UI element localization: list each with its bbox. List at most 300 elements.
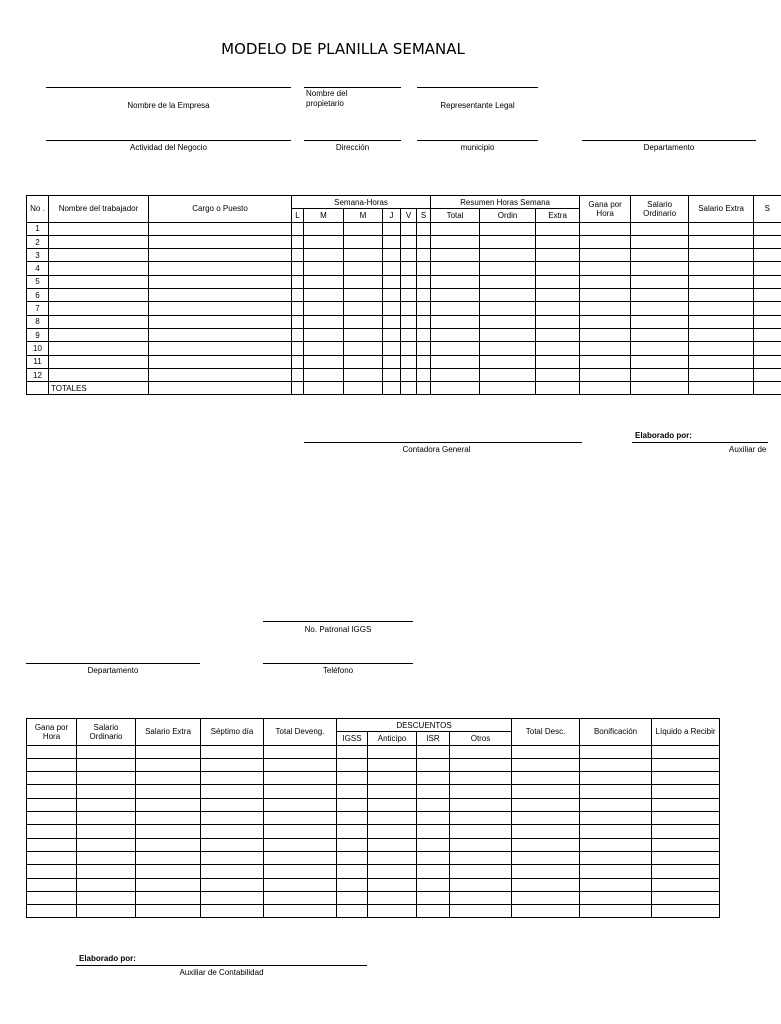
table-cell [77, 745, 136, 758]
table-cell [368, 891, 417, 904]
table-cell [450, 798, 512, 811]
table-cell [49, 275, 149, 288]
table-cell [136, 785, 201, 798]
table-cell [292, 315, 304, 328]
table-cell [652, 825, 720, 838]
table-cell [49, 302, 149, 315]
table-cell [401, 355, 417, 368]
table-cell [201, 838, 264, 851]
table-cell [49, 315, 149, 328]
table-cell [368, 905, 417, 918]
table-cell [77, 851, 136, 864]
elaborado-label-2: Elaborado por: [79, 954, 136, 963]
resumen-total: Total [431, 209, 480, 222]
table-row [27, 262, 781, 275]
table-cell [368, 745, 417, 758]
table-cell [27, 798, 77, 811]
table-cell [417, 758, 450, 771]
table-cell [201, 798, 264, 811]
table-cell [136, 825, 201, 838]
table-cell [49, 368, 149, 381]
table-cell [689, 302, 754, 315]
table-cell [264, 905, 337, 918]
table-cell [450, 812, 512, 825]
table-cell [652, 891, 720, 904]
table-cell [201, 825, 264, 838]
table-cell [689, 289, 754, 302]
desc-anticipo: Anticipo [368, 732, 417, 745]
col-cut: S [754, 196, 781, 223]
table-cell [49, 262, 149, 275]
table-cell [368, 865, 417, 878]
table-cell [580, 382, 631, 395]
representante-line [417, 87, 538, 88]
table-cell [136, 891, 201, 904]
table-cell [149, 382, 292, 395]
departamento2-label: Departamento [87, 666, 139, 675]
table-cell [304, 289, 344, 302]
table-cell [431, 302, 480, 315]
contadora-line [304, 442, 582, 443]
table-cell [344, 235, 383, 248]
table-cell [136, 745, 201, 758]
table-cell [337, 905, 368, 918]
table-cell [417, 262, 431, 275]
contadora-label: Contadora General [402, 445, 471, 454]
table-row [27, 798, 720, 811]
table-cell [536, 382, 580, 395]
table-cell [136, 798, 201, 811]
table-cell [450, 825, 512, 838]
table-cell [689, 328, 754, 341]
table-cell [417, 368, 431, 381]
table-cell [401, 262, 417, 275]
table-row [27, 355, 781, 368]
table-cell [689, 249, 754, 262]
day-l: L [292, 209, 304, 222]
table-cell [368, 825, 417, 838]
table-cell [304, 222, 344, 235]
table-cell [304, 355, 344, 368]
table-cell [652, 772, 720, 785]
row-number: 3 [27, 249, 49, 262]
table-cell [264, 851, 337, 864]
row-number: 8 [27, 315, 49, 328]
table-cell [337, 812, 368, 825]
table-cell [304, 249, 344, 262]
table-cell [383, 342, 401, 355]
table-cell [304, 368, 344, 381]
table-cell [450, 745, 512, 758]
table-cell [652, 758, 720, 771]
table-cell [368, 838, 417, 851]
table-cell [450, 865, 512, 878]
t2-col-descuentos: DESCUENTOS [337, 719, 512, 732]
table-cell [754, 262, 781, 275]
planilla-table [26, 195, 781, 395]
table-row [27, 342, 781, 355]
table-cell [149, 355, 292, 368]
table-cell [344, 328, 383, 341]
table-cell [27, 812, 77, 825]
table-cell [652, 745, 720, 758]
table-cell [480, 328, 536, 341]
propietario-label: Nombre del propietario [306, 89, 348, 108]
table-cell [149, 302, 292, 315]
table-cell [689, 342, 754, 355]
elaborado-line-1 [632, 442, 768, 443]
patronal-line [263, 621, 413, 622]
table-cell [480, 355, 536, 368]
table-cell [27, 905, 77, 918]
row-number: 6 [27, 289, 49, 302]
table-cell [77, 772, 136, 785]
table-row [27, 785, 720, 798]
table-cell [304, 275, 344, 288]
table-cell [344, 222, 383, 235]
table-cell [417, 785, 450, 798]
table-cell [368, 798, 417, 811]
table-cell [580, 758, 652, 771]
table-cell [431, 355, 480, 368]
table-cell [417, 382, 431, 395]
table-cell [136, 758, 201, 771]
table-cell [580, 812, 652, 825]
empresa-line [46, 87, 291, 88]
table-cell [580, 825, 652, 838]
table-cell [417, 838, 450, 851]
table-cell [417, 328, 431, 341]
table-cell [580, 368, 631, 381]
table-cell [631, 235, 689, 248]
table-cell [49, 249, 149, 262]
departamento-label: Departamento [643, 143, 695, 152]
desc-igss: IGSS [337, 732, 368, 745]
table-cell [689, 355, 754, 368]
table-cell [480, 222, 536, 235]
table-cell [292, 262, 304, 275]
table-cell [631, 275, 689, 288]
direccion-label: Dirección [335, 143, 370, 152]
table-cell [431, 249, 480, 262]
table-cell [337, 825, 368, 838]
table-cell [417, 315, 431, 328]
table-cell [431, 235, 480, 248]
departamento-line [582, 140, 756, 141]
direccion-line [304, 140, 401, 141]
table-cell [344, 342, 383, 355]
table-cell [754, 222, 781, 235]
table-cell [77, 878, 136, 891]
table-cell [383, 289, 401, 302]
table-cell [264, 865, 337, 878]
table-cell [344, 355, 383, 368]
auxiliar-label: Auxiliar de Contabilidad [179, 968, 264, 977]
desc-otros: Otros [450, 732, 512, 745]
table-cell [480, 249, 536, 262]
table-cell [580, 865, 652, 878]
table-cell [149, 262, 292, 275]
table-cell [417, 865, 450, 878]
table-cell [383, 249, 401, 262]
table-cell [201, 758, 264, 771]
table-cell [512, 878, 580, 891]
table-cell [136, 905, 201, 918]
table-cell [383, 355, 401, 368]
col-resumen: Resumen Horas Semana [431, 196, 580, 209]
table-cell [304, 302, 344, 315]
actividad-label: Actividad del Negocio [130, 143, 207, 152]
table-cell [631, 382, 689, 395]
patronal-label: No. Patronal IGGS [304, 625, 372, 634]
row-number: 10 [27, 342, 49, 355]
page-title: MODELO DE PLANILLA SEMANAL [221, 40, 465, 58]
table-cell [264, 745, 337, 758]
table-cell [49, 235, 149, 248]
desc-isr: ISR [417, 732, 450, 745]
table-cell [754, 275, 781, 288]
row-number: 4 [27, 262, 49, 275]
table-cell [149, 342, 292, 355]
day-m1: M [304, 209, 344, 222]
table-cell [754, 249, 781, 262]
table-cell [512, 838, 580, 851]
t2-col-septimo: Séptimo día [201, 719, 264, 746]
table-cell [417, 342, 431, 355]
table-cell [292, 382, 304, 395]
table-cell [450, 891, 512, 904]
table-cell [368, 772, 417, 785]
row-number: 5 [27, 275, 49, 288]
table-cell [49, 342, 149, 355]
table-cell [652, 878, 720, 891]
table-cell [431, 382, 480, 395]
table-cell [77, 785, 136, 798]
table-cell [201, 851, 264, 864]
table-cell [580, 851, 652, 864]
t2-col-salario-extra: Salario Extra [136, 719, 201, 746]
table-cell [536, 368, 580, 381]
municipio-label: municipio [460, 143, 495, 152]
table-cell [580, 235, 631, 248]
table-cell [27, 891, 77, 904]
table-cell [754, 382, 781, 395]
table-cell [754, 289, 781, 302]
table-cell [631, 328, 689, 341]
table-cell [292, 222, 304, 235]
table-cell [417, 825, 450, 838]
table-cell [49, 328, 149, 341]
col-semana-horas: Semana-Horas [292, 196, 431, 209]
table-cell [383, 328, 401, 341]
table-cell [631, 355, 689, 368]
table-row [27, 825, 720, 838]
table-cell [417, 851, 450, 864]
table-cell [754, 302, 781, 315]
table-cell [417, 235, 431, 248]
table-cell [754, 368, 781, 381]
table-cell [652, 838, 720, 851]
table-cell [689, 368, 754, 381]
table-row [27, 838, 720, 851]
row-number: 9 [27, 328, 49, 341]
table-cell [304, 342, 344, 355]
table-cell [536, 249, 580, 262]
table-cell [536, 315, 580, 328]
table-cell [536, 355, 580, 368]
table-cell [77, 891, 136, 904]
table-cell [431, 368, 480, 381]
table-cell [431, 342, 480, 355]
table-cell [580, 262, 631, 275]
table-cell [536, 302, 580, 315]
table-cell [337, 891, 368, 904]
actividad-line [46, 140, 291, 141]
table-cell [292, 275, 304, 288]
table-cell [631, 289, 689, 302]
table-cell [431, 222, 480, 235]
table-cell [337, 745, 368, 758]
table-cell [149, 289, 292, 302]
day-s: S [417, 209, 431, 222]
table-cell [431, 328, 480, 341]
col-cargo: Cargo o Puesto [149, 196, 292, 223]
t2-col-liquido: Líquido a Recibir [652, 719, 720, 746]
table-row [27, 758, 720, 771]
table-cell [77, 905, 136, 918]
representante-label: Representante Legal [440, 101, 515, 110]
table-cell [480, 262, 536, 275]
table-cell [401, 249, 417, 262]
table-cell [201, 905, 264, 918]
table-cell [417, 249, 431, 262]
table-row [27, 315, 781, 328]
table-cell [580, 891, 652, 904]
table-cell [264, 798, 337, 811]
table-cell [368, 758, 417, 771]
table-cell [450, 772, 512, 785]
table-row [27, 328, 781, 341]
table-cell [689, 315, 754, 328]
table-cell [652, 812, 720, 825]
table-cell [580, 785, 652, 798]
table-cell [536, 328, 580, 341]
table-cell [512, 785, 580, 798]
table-cell [652, 905, 720, 918]
table-cell [27, 785, 77, 798]
table-cell [480, 235, 536, 248]
table-cell [512, 865, 580, 878]
table-row [27, 235, 781, 248]
table-cell [580, 878, 652, 891]
table-cell [580, 745, 652, 758]
day-v: V [401, 209, 417, 222]
table-cell [580, 772, 652, 785]
table-cell [512, 798, 580, 811]
table-cell [264, 758, 337, 771]
table-row [27, 745, 720, 758]
table-cell [201, 891, 264, 904]
table-row [27, 222, 781, 235]
table-cell [417, 302, 431, 315]
row-number: 12 [27, 368, 49, 381]
table-cell [337, 851, 368, 864]
table-cell [480, 315, 536, 328]
table-cell [631, 315, 689, 328]
col-salario-extra: Salario Extra [689, 196, 754, 223]
elaborado-label-1: Elaborado por: [635, 431, 692, 440]
table-cell [304, 235, 344, 248]
table-row [27, 865, 720, 878]
table-cell [292, 302, 304, 315]
table-cell [27, 772, 77, 785]
table-cell [480, 302, 536, 315]
table-cell [77, 838, 136, 851]
table-cell [27, 825, 77, 838]
table-cell [450, 878, 512, 891]
table-cell [512, 812, 580, 825]
table-cell [149, 249, 292, 262]
table-cell [689, 382, 754, 395]
table-cell [136, 772, 201, 785]
table-cell [580, 355, 631, 368]
propietario-line [304, 87, 401, 88]
table-cell [264, 812, 337, 825]
table-cell [344, 249, 383, 262]
table-cell [689, 262, 754, 275]
table-cell [264, 891, 337, 904]
table-cell [201, 865, 264, 878]
table-cell [512, 758, 580, 771]
table-cell [149, 315, 292, 328]
table-cell [480, 342, 536, 355]
table-cell [689, 235, 754, 248]
day-m2: M [344, 209, 383, 222]
table-cell [401, 275, 417, 288]
telefono-line [263, 663, 413, 664]
table-cell [77, 758, 136, 771]
table-cell [337, 758, 368, 771]
table-cell [480, 368, 536, 381]
table-cell [631, 302, 689, 315]
table-cell [77, 812, 136, 825]
empresa-label: Nombre de la Empresa [127, 101, 210, 110]
table-cell [512, 891, 580, 904]
table-cell [431, 315, 480, 328]
table-cell [201, 745, 264, 758]
table-cell [417, 355, 431, 368]
table-cell [201, 878, 264, 891]
table-cell [417, 905, 450, 918]
table-cell [292, 249, 304, 262]
table-cell [264, 878, 337, 891]
table-cell [149, 235, 292, 248]
table-cell [264, 772, 337, 785]
table-cell [754, 235, 781, 248]
table-cell [383, 368, 401, 381]
t2-col-total-desc: Total Desc. [512, 719, 580, 746]
table-cell [536, 289, 580, 302]
table-cell [401, 235, 417, 248]
table-cell [383, 235, 401, 248]
table-cell [201, 785, 264, 798]
table-cell [417, 745, 450, 758]
table-cell [401, 222, 417, 235]
table-cell [652, 851, 720, 864]
table-cell [580, 302, 631, 315]
table-cell [536, 235, 580, 248]
resumen-extra: Extra [536, 209, 580, 222]
